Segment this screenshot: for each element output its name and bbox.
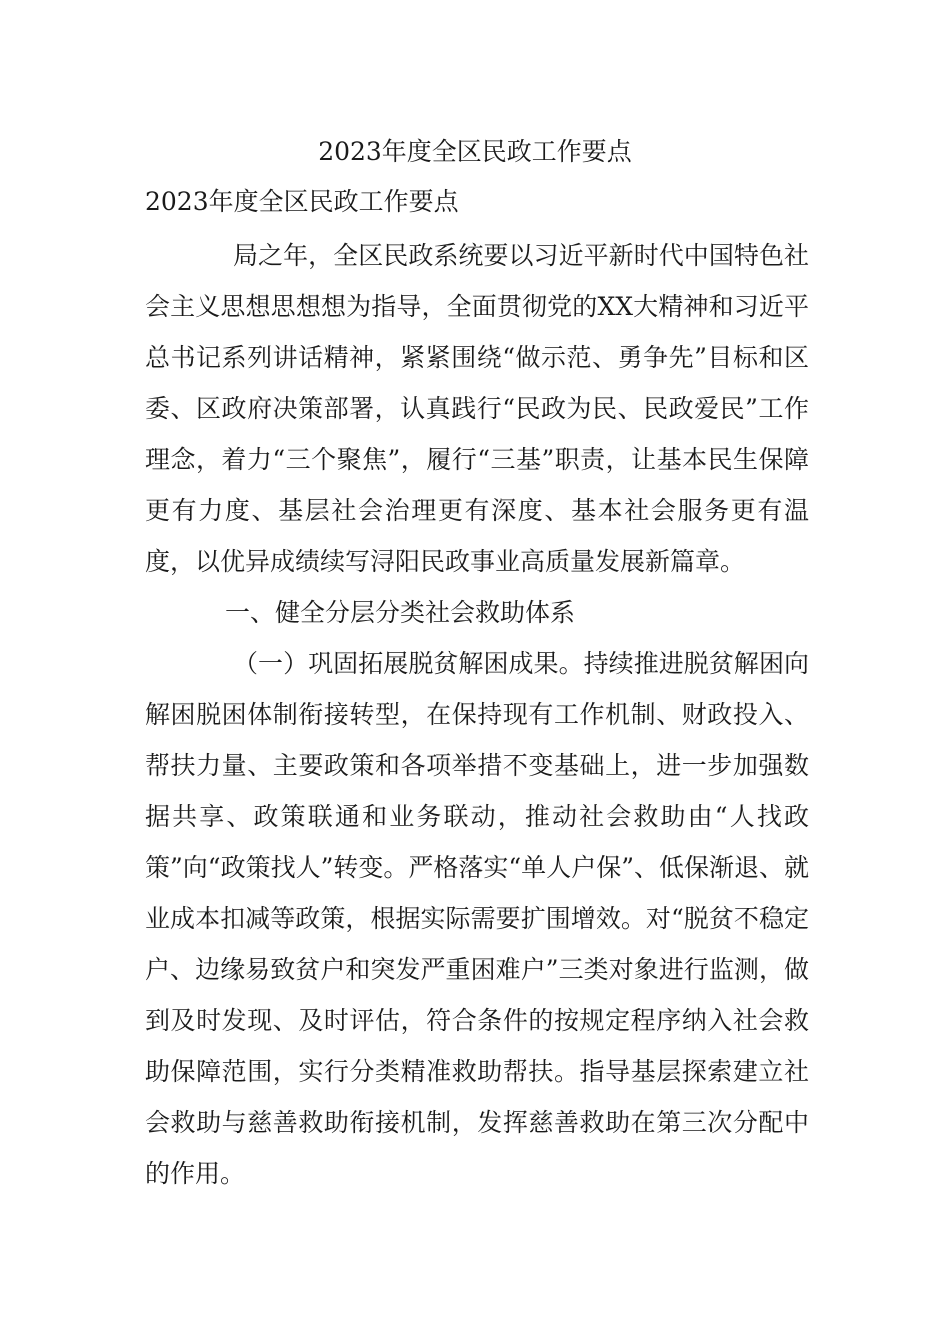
paragraph-section-1: （一）巩固拓展脱贫解困成果。持续推进脱贫解困向解困脱困体制衔接转型，在保持现有工作机制、财政投入、帮扶力量、主要政策和各项举措不变基础上，进一步加强数据共享、政策联通和业务联动，推动社会救助由“人找政策”向“政策找人”转变。严格落实“单人户保”、低保渐退、就业成本扣减等政策，根据实际需要扩围增效。对“脱贫不稳定户、边缘易致贫户和突发严重困难户”三类对象进行监测，做到及时发现、及时评估，符合条件的按规定程序纳入社会救助保障范围，实行分类精准救助帮扶。指导基层探索建立社会救助与慈善救助衔接机制，发挥慈善救助在第三次分配中的作用。 bbox=[145, 649, 809, 1188]
section-heading: 一、健全分层分类社会救助体系 bbox=[225, 598, 576, 627]
document-title: 2023年度全区民政工作要点 bbox=[318, 137, 632, 166]
document-body bbox=[145, 230, 809, 1199]
document-subtitle: 2023年度全区民政工作要点 bbox=[145, 187, 459, 216]
paragraph-intro: 局之年，全区民政系统要以习近平新时代中国特色社会主义思想思想想为指导，全面贯彻党的XX大精神和习近平总书记系列讲话精神，紧紧围绕“做示范、勇争先”目标和区委、区政府决策部署，认真践行“民政为民、民政爱民”工作理念，着力“三个聚焦”，履行“三基”职责，让基本民生保障更有力度、基层社会治理更有深度、基本社会服务更有温度，以优异成绩续写浔阳民政事业高质量发展新篇章。 bbox=[145, 241, 809, 576]
